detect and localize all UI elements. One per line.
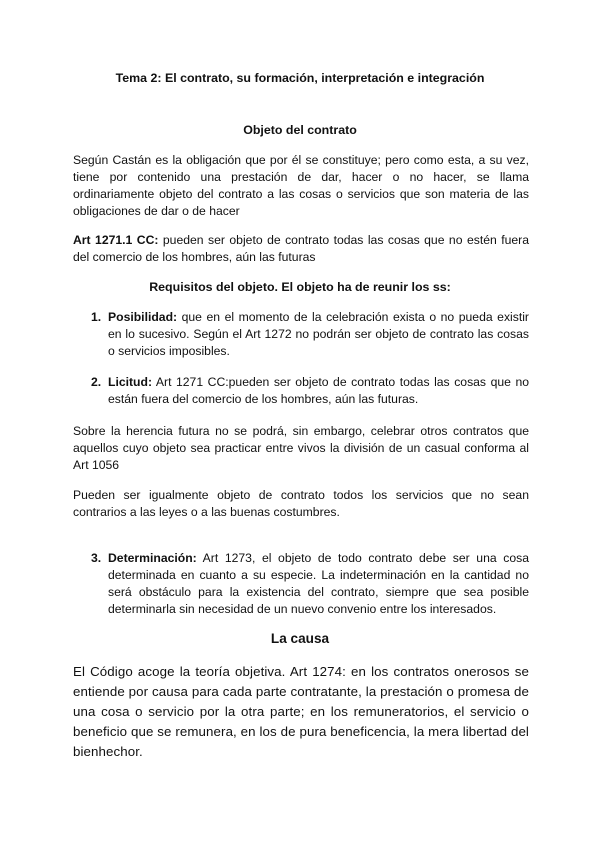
list-item-label: Determinación: (108, 551, 197, 565)
list-item-text: Art 1273, el objeto de todo contrato debe ser una cosa determinada en cuanto a su especie. La indeterminación en la cantidad no será obstáculo para la existencia del contrato, siempre que sea posible determinarla sin necesidad de un nuevo convenio entre los interesados. (108, 551, 529, 616)
list-item-text: Art 1271 CC:pueden ser objeto de contrato todas las cosas que no están fuera del comercio de los hombres, aún las futuras. (108, 375, 529, 406)
paragraph-herencia-futura: Sobre la herencia futura no se podrá, sin embargo, celebrar otros contratos que aquellos cuyo objeto sea practicar entre vivos la división de un casual conforma al Art 1056 (73, 424, 529, 472)
page-title: Tema 2: El contrato, su formación, interpretación e integración (115, 71, 485, 85)
list-item-determinacion (91, 550, 529, 618)
list-item-licitud (91, 374, 529, 408)
list-item-number: 2. (91, 375, 102, 389)
paragraph-objeto-intro: Según Castán es la obligación que por él se constituye; pero como esta, a su vez, tiene por contenido una prestación de dar, hacer o no hacer, se llama ordinariamente objeto del contrato a las cosas o servicios que son materia de las obligaciones de dar o de hacer (73, 153, 529, 218)
art-1271-text: pueden ser objeto de contrato todas las cosas que no estén fuera del comercio de los hombres, aún las futuras (73, 233, 529, 264)
art-1271-label: Art 1271.1 CC: (73, 233, 159, 247)
section-heading-causa: La causa (270, 631, 330, 646)
paragraph-art-1271 (73, 232, 529, 266)
list-item-label: Licitud: (108, 375, 153, 389)
list-item-number: 3. (91, 551, 102, 565)
list-item-number: 1. (91, 310, 102, 324)
section-heading-requisitos: Requisitos del objeto. El objeto ha de reunir los ss: (149, 280, 451, 294)
list-item-label: Posibilidad: (108, 310, 178, 324)
list-item-text: que en el momento de la celebración exista o no pueda existir en lo sucesivo. Según el Art 1272 no podrán ser objeto de contrato las cosas o servicios imposibles. (108, 310, 529, 358)
list-item-posibilidad (91, 309, 529, 360)
section-heading-objeto: Objeto del contrato (243, 123, 357, 137)
paragraph-causa: El Código acoge la teoría objetiva. Art 1274: en los contratos onerosos se entiende por causa para cada parte contratante, la prestación o promesa de una cosa o servicio por la otra parte; en los remuneratorios, el servicio o beneficio que se remunera, en los de pura beneficencia, la mera libertad del bienhechor. (73, 664, 529, 759)
paragraph-servicios: Pueden ser igualmente objeto de contrato todos los servicios que no sean contrarios a las leyes o a las buenas costumbres. (73, 488, 529, 519)
